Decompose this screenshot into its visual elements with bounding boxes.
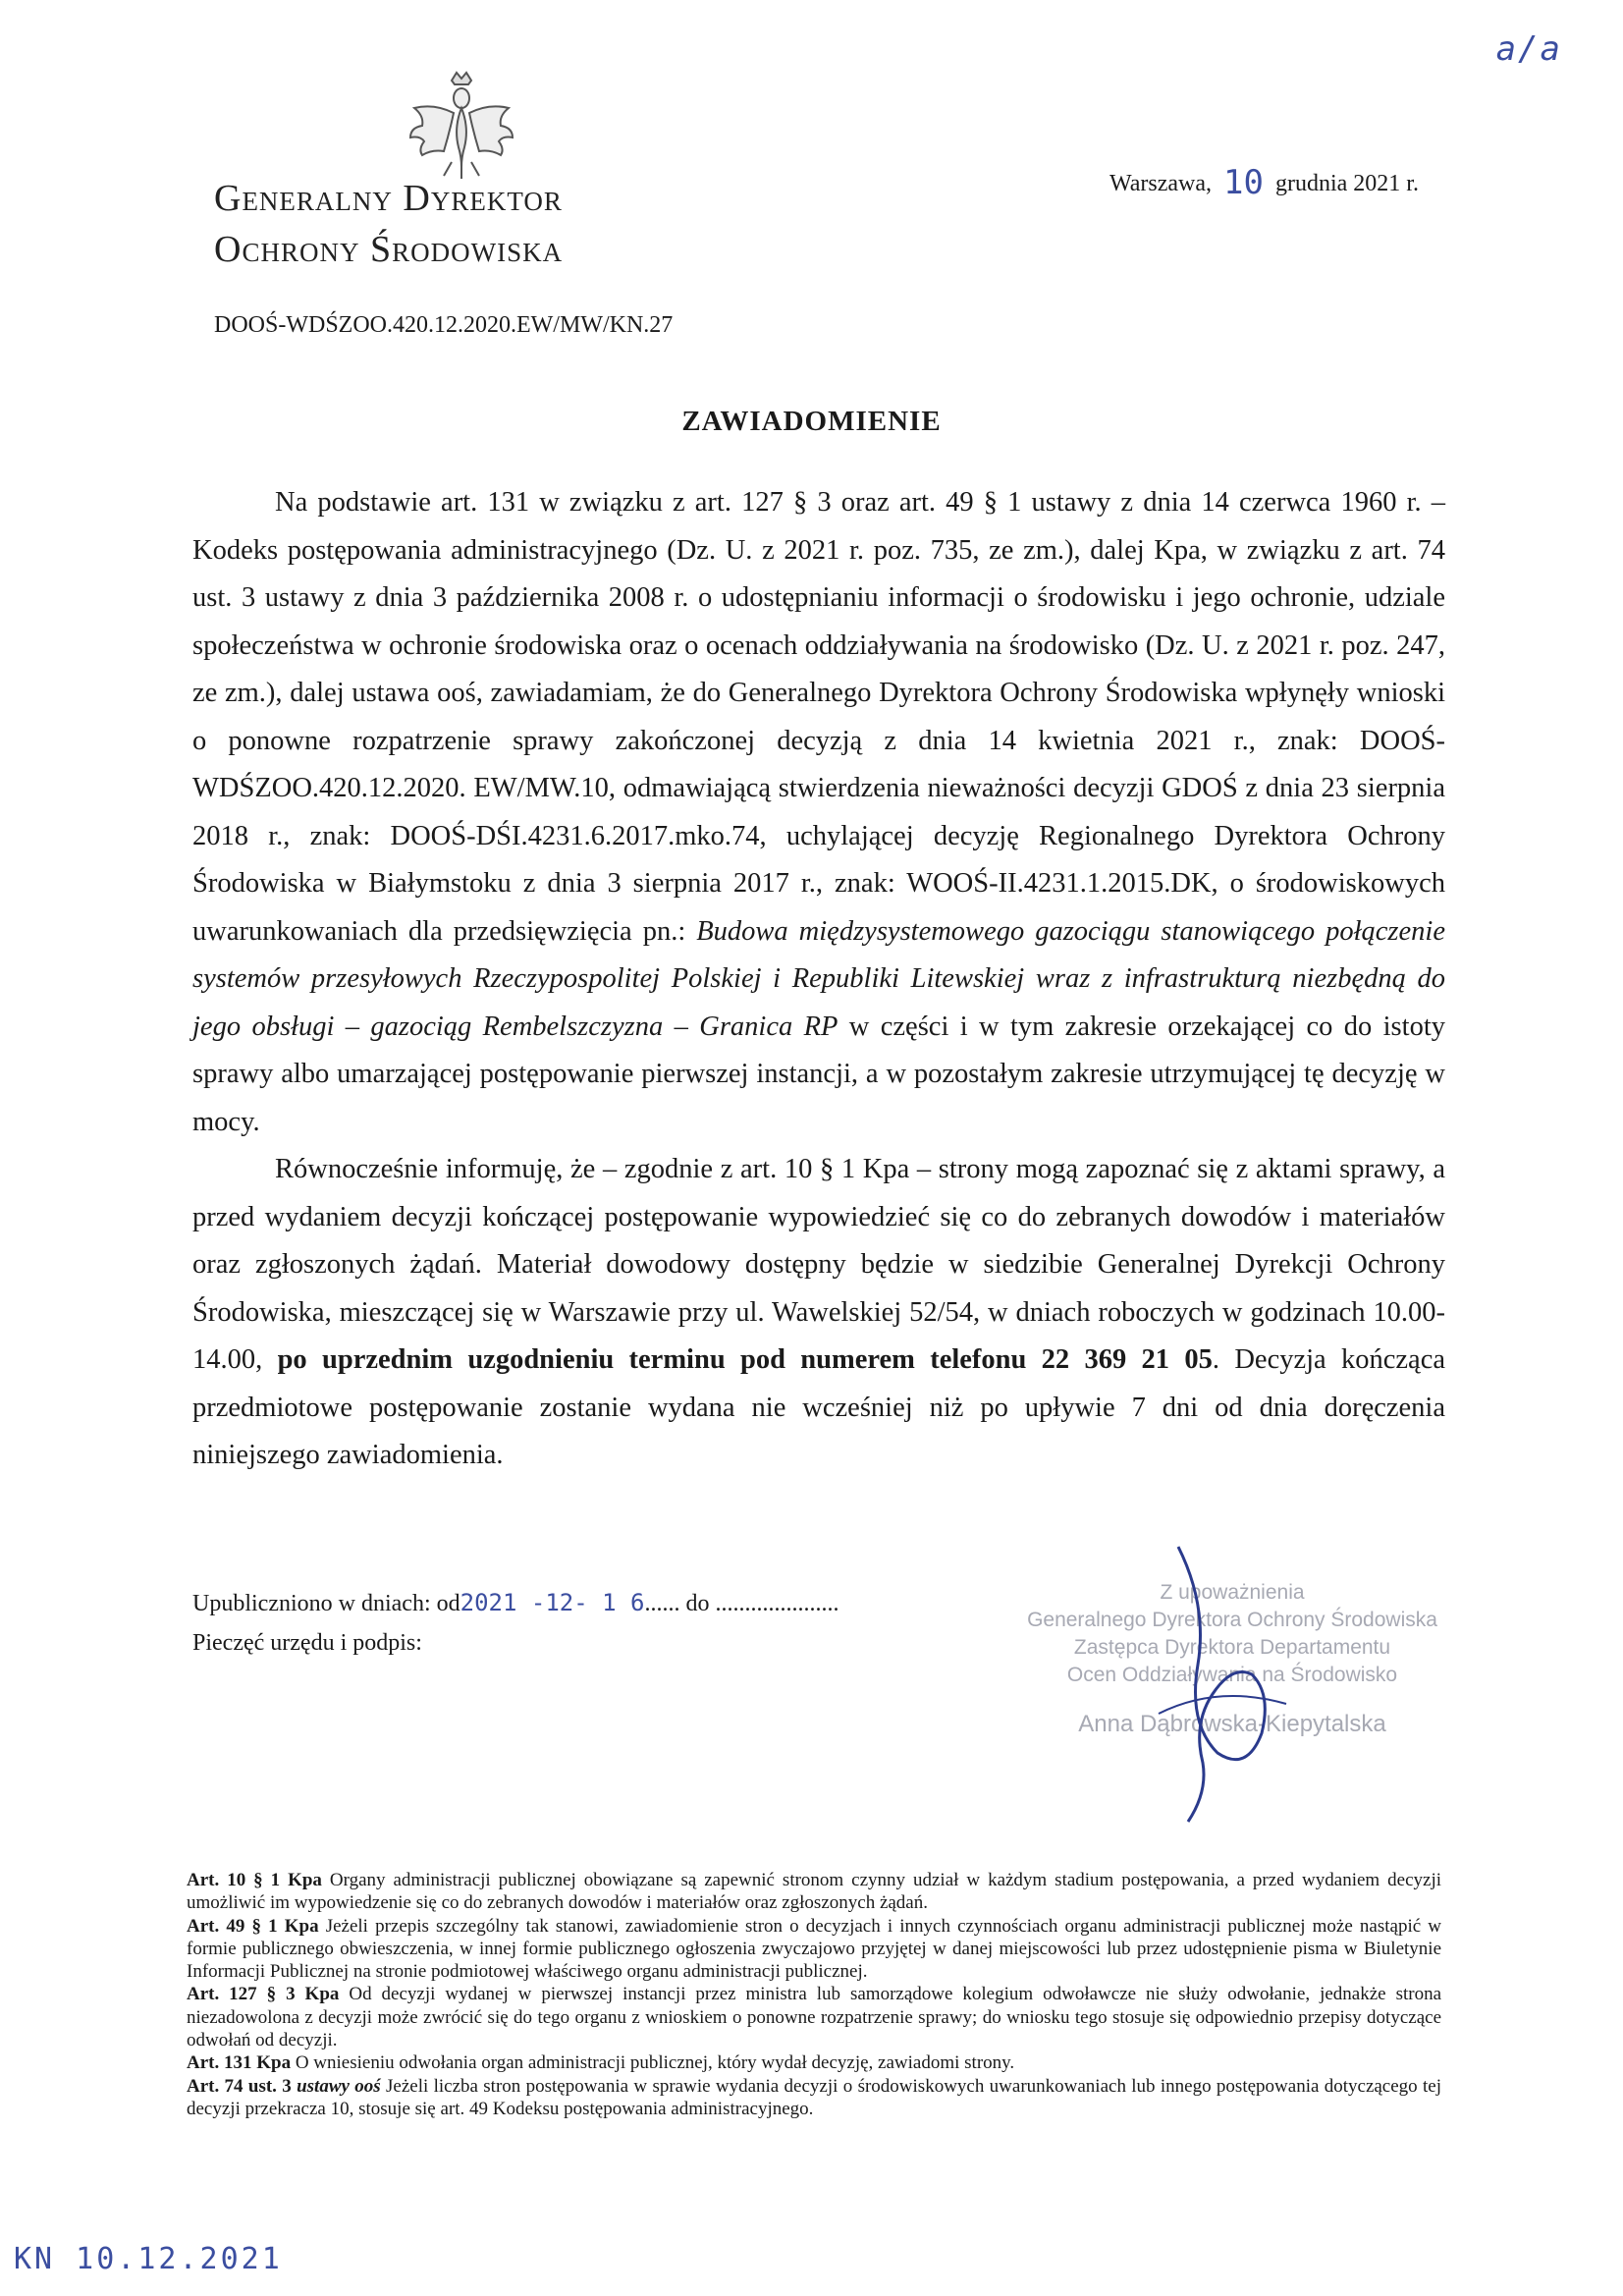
footnote-ref: Art. 127 § 3 Kpa bbox=[187, 1984, 340, 2005]
paragraph-2-text-b: . Decyzja kończąca przedmiotowe postępowanie zostanie wydana nie wcześniej niż po upływie 7 dni od dnia doręczenia niniejszego zawiadomienia. bbox=[192, 1344, 1445, 1470]
footnote-ref: Art. 49 § 1 Kpa bbox=[187, 1915, 319, 1937]
footnote-text: O wniesieniu odwołania organ administracji publicznej, który wydał decyzję, zawiadomi strony. bbox=[291, 2052, 1015, 2074]
project-name: Budowa międzysystemowego gazociągu stanowiącego połączenie systemów przesyłowych Rzeczypospolitej Polskiej i Republiki Litewskiej wraz z infrastrukturą niezbędną do jego obsługi – gazociąg Rembelszczyzna – Granica RP bbox=[192, 915, 1445, 1042]
date-place: Warszawa, bbox=[1109, 171, 1213, 196]
footnote-art-127 bbox=[187, 1983, 1441, 2051]
paragraph-2-text-a: Równocześnie informuję, że – zgodnie z art. 10 § 1 Kpa – strony mogą zapoznać się z aktami sprawy, a przed wydaniem decyzji kończącej postępowanie wypowiedzieć się co do zebranych dowodów i materiałów oraz zgłoszonych żądań. Materiał dowodowy dostępny będzie w siedzibie Generalnej Dyrekcji Ochrony Środowiska, mieszczącej się w Warszawie przy ul. Wawelskiej 52/54, w dniach roboczych w godzinach 10.00-14.00, bbox=[192, 1154, 1445, 1375]
authority-line-2: Ochrony Środowiska bbox=[214, 229, 564, 270]
footnote-art-10 bbox=[187, 1869, 1441, 1915]
footnote-ref-italic: ustawy ooś bbox=[291, 2075, 381, 2097]
paragraph-1-text-a: Na podstawie art. 131 w związku z art. 127 § 3 oraz art. 49 § 1 ustawy z dnia 14 czerwca 1960 r. – Kodeks postępowania administracyjnego (Dz. U. z 2021 r. poz. 735, ze zm.), dalej Kpa, w związku z art. 74 ust. 3 ustawy z dnia 3 października 2008 r. o udostępnianiu informacji o środowisku i jego ochronie, udziale społeczeństwa w ochronie środowiska oraz o ocenach oddziaływania na środowisko (Dz. U. z 2021 r. poz. 247, ze zm.), dalej ustawa ooś, zawiadamiam, że do Generalnego Dyrektora Ochrony Środowiska wpłynęły wnioski o ponowne rozpatrzenie sprawy zakończonej decyzją z dnia 14 kwietnia 2021 r., znak: DOOŚ-WDŚZOO.420.12.2020. EW/MW.10, odmawiającą stwierdzenia nieważności decyzji GDOŚ z dnia 23 sierpnia 2018 r., znak: DOOŚ-DŚI.4231.6.2017.mko.74, uchylającej decyzję Regionalnego Dyrektora Ochrony Środowiska w Białymstoku z dnia 3 sierpnia 2017 r., znak: WOOŚ-II.4231.1.2015.DK, o środowiskowych uwarunkowaniach dla przedsięwzięcia pn.: bbox=[192, 487, 1445, 947]
issuing-authority bbox=[214, 173, 563, 275]
authority-line-1: Generalny Dyrektor bbox=[214, 178, 563, 219]
footnote-ref: Art. 10 § 1 Kpa bbox=[187, 1870, 322, 1890]
publication-from-label: Upubliczniono w dniach: od bbox=[192, 1591, 460, 1616]
publication-from-dots: ...... bbox=[644, 1591, 680, 1616]
footnote-art-131 bbox=[187, 2051, 1441, 2074]
date-month-year: grudnia 2021 r. bbox=[1274, 171, 1419, 196]
publication-from-value: 2021 -12- 1 6 bbox=[460, 1589, 645, 1616]
date-day: 10 bbox=[1223, 163, 1264, 202]
phone-appointment-note: po uprzednim uzgodnieniu terminu pod numerem telefonu 22 369 21 05 bbox=[277, 1344, 1213, 1375]
publication-dates bbox=[192, 1583, 839, 1623]
footnote-art-74 bbox=[187, 2075, 1441, 2121]
document-title: ZAWIADOMIENIE bbox=[681, 406, 942, 437]
handwritten-signature bbox=[1119, 1537, 1335, 1831]
case-reference: DOOŚ-WDŚZOO.420.12.2020.EW/MW/KN.27 bbox=[214, 312, 674, 338]
document-date bbox=[1109, 163, 1419, 202]
footnote-text: Organy administracji publicznej obowiązane są zapewnić stronom czynny udział w każdym stadium postępowania, a przed wydaniem decyzji umożliwić im wypowiedzenie się co do zebranych dowodów i materiałów oraz zgłoszonych żądań. bbox=[187, 1870, 1442, 1914]
footnote-art-49 bbox=[187, 1915, 1441, 1984]
stamp-signatory-name: Anna Dąbrowska-Kiepytalska bbox=[1078, 1711, 1386, 1737]
publication-info bbox=[192, 1583, 839, 1663]
stamp-line-2: Generalnego Dyrektora Ochrony Środowiska bbox=[1027, 1609, 1437, 1631]
stamp-line-3: Zastępca Dyrektora Departamentu bbox=[1073, 1636, 1391, 1659]
publication-to-label: do ..................... bbox=[679, 1591, 839, 1616]
legal-footnotes bbox=[187, 1869, 1441, 2120]
footnote-ref: Art. 74 ust. 3 bbox=[187, 2075, 292, 2097]
stamp-line-1: Z upoważnienia bbox=[1160, 1581, 1305, 1604]
stamp-line-4: Ocen Oddziaływania na Środowisko bbox=[1066, 1664, 1398, 1686]
paragraph-1-text-b: w części i w tym zakresie orzekającej co do istoty sprawy albo umarzającej postępowanie pierwszej instancji, a w pozostałym zakresie utrzymującej tę decyzję w mocy. bbox=[192, 1011, 1445, 1137]
page-number-note: a/a bbox=[1495, 29, 1562, 69]
footnote-text: Jeżeli liczba stron postępowania w sprawie wydania decyzji o środowiskowych uwarunkowaniach lub innego postępowania dotyczącego tej decyzji przekracza 10, stosuje się art. 49 Kodeksu postępowania administracyjnego. bbox=[187, 2075, 1441, 2119]
paragraph-2 bbox=[192, 1146, 1445, 1480]
stamp-signature-label: Pieczęć urzędu i podpis: bbox=[192, 1630, 422, 1656]
document-body bbox=[192, 479, 1445, 1480]
eagle-emblem-icon bbox=[407, 69, 515, 182]
registration-note: KN 10.12.2021 bbox=[14, 2242, 283, 2276]
footnote-ref: Art. 131 Kpa bbox=[187, 2052, 292, 2074]
footnote-text: Jeżeli przepis szczególny tak stanowi, zawiadomienie stron o decyzjach i innych czynnościach organu administracji publicznej może nastąpić w formie publicznego obwieszczenia, w innej formie publicznego ogłoszenia zwyczajowo przyjętej w danej miejscowości lub przez udostępnienie pisma w Biuletynie Informacji Publicznej na stronie podmiotowej właściwego organu administracji publicznej. bbox=[187, 1915, 1442, 1983]
paragraph-1 bbox=[192, 479, 1445, 1146]
footnote-text: Od decyzji wydanej w pierwszej instancji przez ministra lub samorządowe kolegium odwoławcze nie służy odwołanie, jednakże strona niezadowolona z decyzji może zwrócić się do tego organu z wnioskiem o ponowne rozpatrzenie sprawy; do wniosku tego stosuje się odpowiednio przepisy dotyczące odwołań od decyzji. bbox=[187, 1984, 1441, 2051]
